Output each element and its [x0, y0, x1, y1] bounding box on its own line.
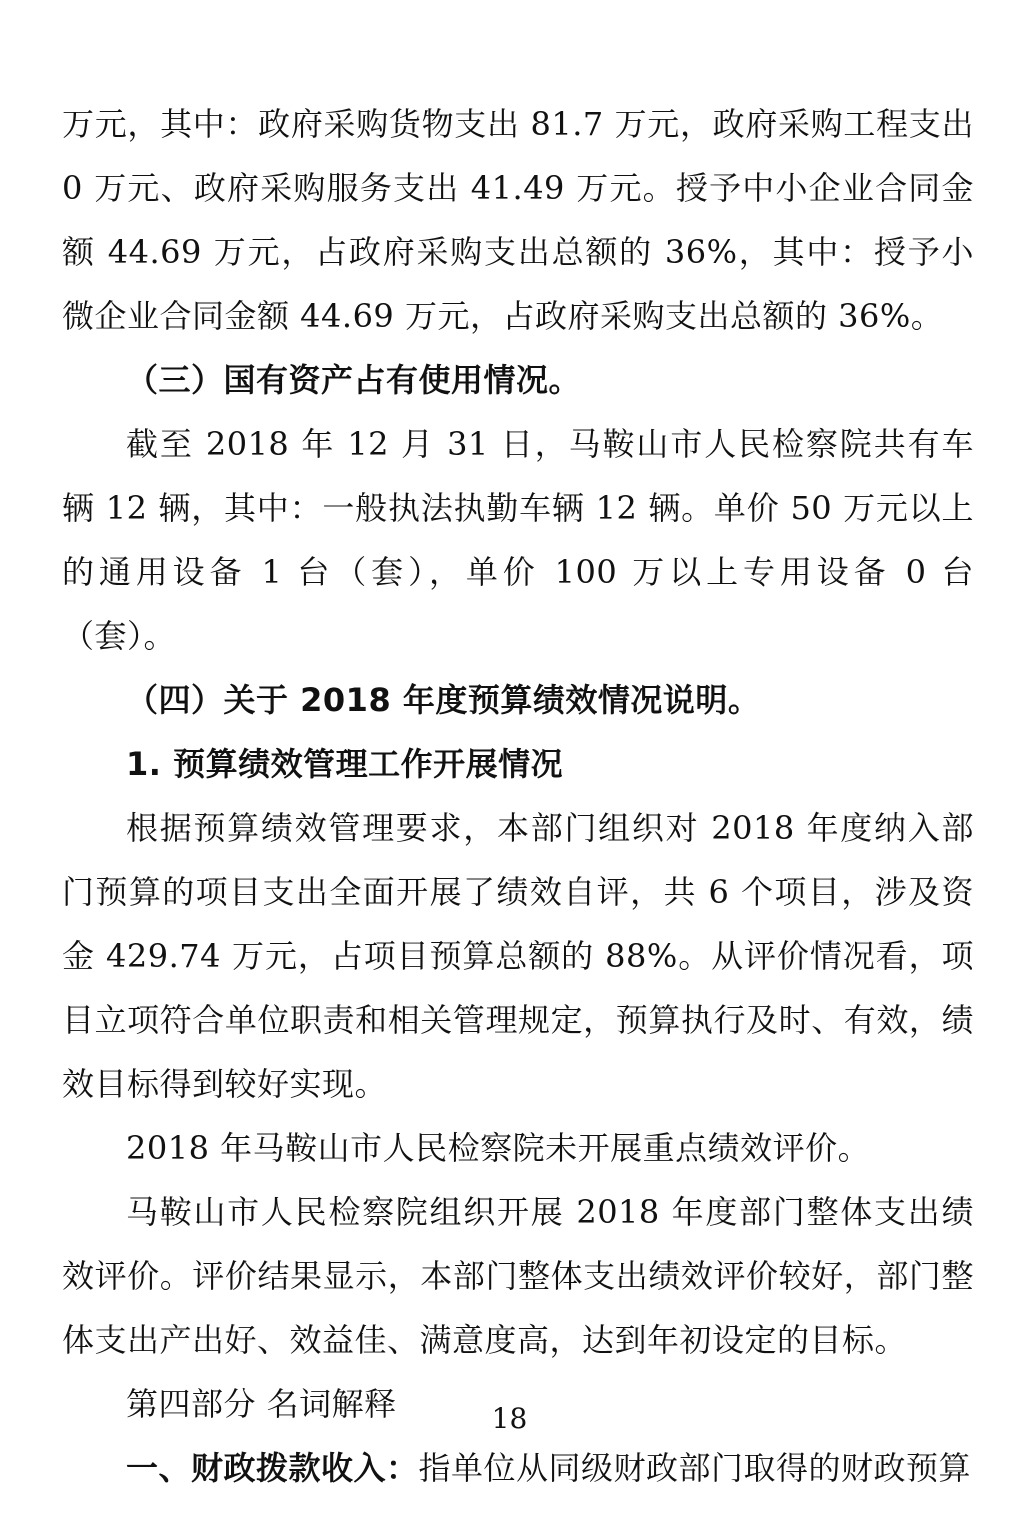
heading-state-assets: （三）国有资产占有使用情况。 [126, 361, 582, 399]
page-number: 18 [491, 1402, 528, 1435]
term-definition: 指单位从同级财政部门取得的财政预算 [418, 1449, 972, 1487]
subheading-performance-management: 1. 预算绩效管理工作开展情况 [126, 745, 564, 783]
paragraph-procurement: 万元，其中：政府采购货物支出 81.7 万元，政府采购工程支出 0 万元、政府采购服务支出 41.49 万元。授予中小企业合同金额 44.69 万元，占政府采购支出总额的 36%，其中：授予小微企业合同金额 44.69 万元，占政府采购支出总额的 36%。 [62, 105, 974, 335]
paragraph-self-evaluation: 根据预算绩效管理要求，本部门组织对 2018 年度纳入部门预算的项目支出全面开展了绩效自评，共 6 个项目，涉及资金 429.74 万元，占项目预算总额的 88%。从评价情况看，项目立项符合单位职责和相关管理规定，预算执行及时、有效，绩效目标得到较好实现。 [62, 809, 974, 1103]
term-label: 一、财政拨款收入： [126, 1449, 419, 1487]
document-body [62, 92, 974, 1500]
paragraph-overall-evaluation: 马鞍山市人民检察院组织开展 2018 年度部门整体支出绩效评价。评价结果显示，本部门整体支出绩效评价较好，部门整体支出产出好、效益佳、满意度高，达到年初设定的目标。 [62, 1193, 974, 1359]
paragraph-term-fiscal-allocation [62, 1436, 974, 1500]
paragraph-vehicles: 截至 2018 年 12 月 31 日，马鞍山市人民检察院共有车辆 12 辆，其中：一般执法执勤车辆 12 辆。单价 50 万元以上的通用设备 1 台（套），单价 100 万以上专用设备 0 台（套）。 [62, 425, 974, 655]
paragraph-key-evaluation: 2018 年马鞍山市人民检察院未开展重点绩效评价。 [126, 1129, 871, 1167]
heading-budget-performance: （四）关于 2018 年度预算绩效情况说明。 [126, 681, 761, 719]
heading-part-four: 第四部分 名词解释 [126, 1385, 397, 1423]
